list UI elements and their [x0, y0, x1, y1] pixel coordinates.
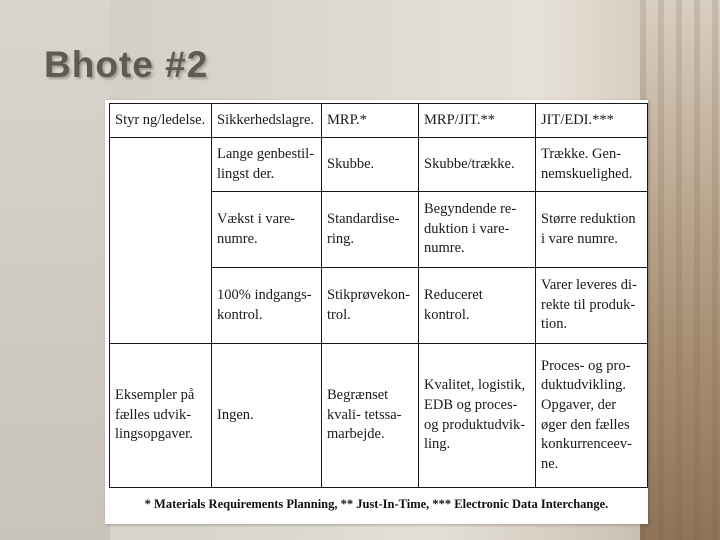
table-cell: Lange genbestil- lingst der. [212, 138, 322, 192]
footnote: * Materials Requirements Planning, ** Just-In-Time, *** Electronic Data Interchange. [144, 497, 609, 511]
table-cell: Trække. Gen- nemskuelighed. [536, 138, 648, 192]
table-cell: Begrænset kvali- tetssa- marbejde. [322, 344, 419, 488]
header-cell: MRP.* [322, 104, 419, 138]
table-cell: Større reduktion i vare numre. [536, 192, 648, 268]
table-cell: Skubbe/trække. [419, 138, 536, 192]
table-cell: Skubbe. [322, 138, 419, 192]
table-cell: Varer leveres di- rekte til produk- tion. [536, 268, 648, 344]
table-cell [110, 138, 212, 344]
table-header-row [110, 104, 648, 138]
table-cell: Standardise- ring. [322, 192, 419, 268]
table-cell: 100% indgangs- kontrol. [212, 268, 322, 344]
slide-background-right [640, 0, 720, 540]
header-cell: Sikkerhedslagre. [212, 104, 322, 138]
table-cell: Kvalitet, logistik, EDB og proces- og produktudvik- ling. [419, 344, 536, 488]
table-row [110, 344, 648, 488]
table-cell: Reduceret kontrol. [419, 268, 536, 344]
comparison-table [109, 103, 648, 488]
table-cell: Eksempler på fælles udvik- lingsopgaver. [110, 344, 212, 488]
table-cell: Proces- og pro- duktudvikling. Opgaver, der øger den fælles konkurrenceev- ne. [536, 344, 648, 488]
slide-title: Bhote #2 [44, 44, 209, 85]
header-cell: JIT/EDI.*** [536, 104, 648, 138]
table-row [110, 138, 648, 192]
table-cell: Vækst i vare- numre. [212, 192, 322, 268]
header-cell: Styr ng/ledelse. [110, 104, 212, 138]
table-cell: Ingen. [212, 344, 322, 488]
table-cell: Stikprøvekon- trol. [322, 268, 419, 344]
scanned-table-image [105, 100, 648, 524]
header-cell: MRP/JIT.** [419, 104, 536, 138]
table-cell: Begyndende re- duktion i vare- numre. [419, 192, 536, 268]
